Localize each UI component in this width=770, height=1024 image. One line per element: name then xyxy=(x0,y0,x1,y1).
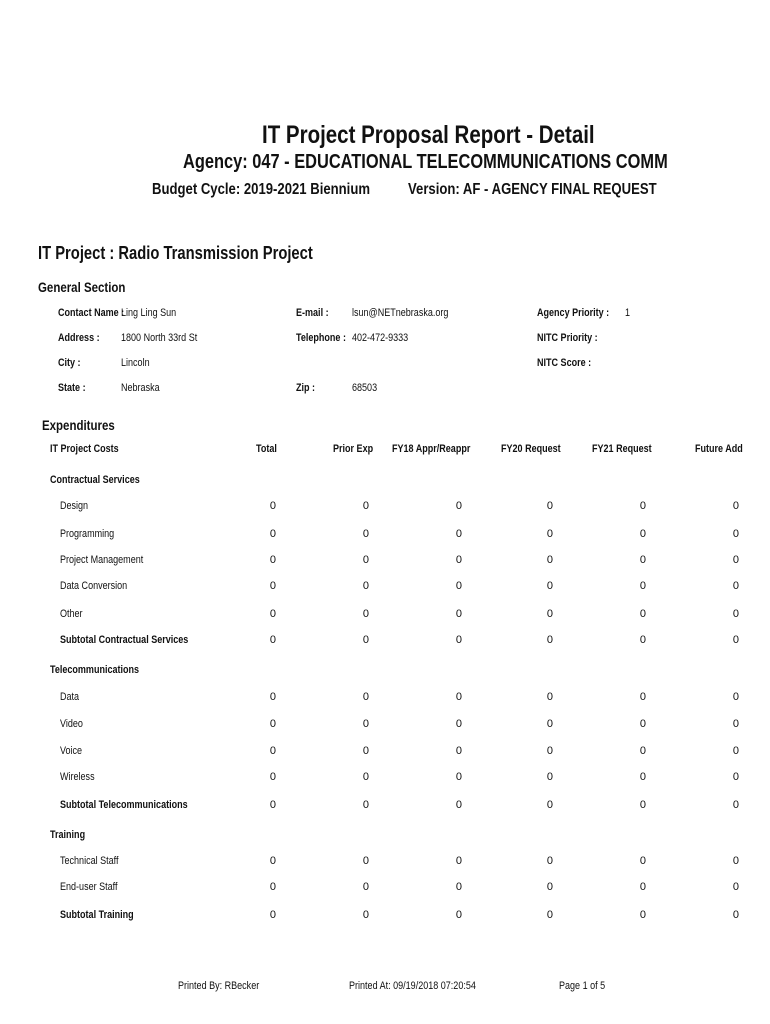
category-training: Training xyxy=(50,829,86,841)
nitc-score-label: NITC Score : xyxy=(537,357,592,369)
cell-fy20: 0 xyxy=(546,718,553,730)
city-value: Lincoln xyxy=(121,357,150,369)
zip-label: Zip : xyxy=(296,382,316,394)
cell-future-add: 0 xyxy=(732,580,739,592)
general-section-heading: General Section xyxy=(38,279,126,295)
row-label: Video xyxy=(60,718,83,730)
cell-prior-exp: 0 xyxy=(362,909,369,921)
cell-fy18: 0 xyxy=(455,718,462,730)
subtotal-label: Subtotal Contractual Services xyxy=(60,634,189,646)
row-label: Technical Staff xyxy=(60,855,119,867)
cell-future-add: 0 xyxy=(732,500,739,512)
cell-future-add: 0 xyxy=(732,608,739,620)
email-value: lsun@NETnebraska.org xyxy=(352,307,449,319)
row-label: Programming xyxy=(60,528,115,540)
cell-total: 0 xyxy=(269,528,276,540)
cell-fy21: 0 xyxy=(639,528,646,540)
subtotal-label: Subtotal Training xyxy=(60,909,134,921)
report-title: IT Project Proposal Report - Detail xyxy=(262,121,595,149)
cell-fy21: 0 xyxy=(639,580,646,592)
cell-total: 0 xyxy=(269,745,276,757)
cell-fy20: 0 xyxy=(546,881,553,893)
cell-fy21: 0 xyxy=(639,554,646,566)
cell-fy18: 0 xyxy=(455,909,462,921)
category-contractual-services: Contractual Services xyxy=(50,474,140,486)
address-label: Address : xyxy=(58,332,100,344)
category-telecommunications: Telecommunications xyxy=(50,664,140,676)
cell-prior-exp: 0 xyxy=(362,500,369,512)
cell-prior-exp: 0 xyxy=(362,771,369,783)
cell-prior-exp: 0 xyxy=(362,691,369,703)
cell-prior-exp: 0 xyxy=(362,799,369,811)
cell-fy20: 0 xyxy=(546,691,553,703)
cell-fy20: 0 xyxy=(546,500,553,512)
column-header-total: Total xyxy=(256,443,277,455)
cell-prior-exp: 0 xyxy=(362,528,369,540)
city-label: City : xyxy=(58,357,81,369)
cell-fy20: 0 xyxy=(546,608,553,620)
cell-total: 0 xyxy=(269,554,276,566)
cell-total: 0 xyxy=(269,855,276,867)
agency-priority-label: Agency Priority : xyxy=(537,307,610,319)
cell-fy21: 0 xyxy=(639,771,646,783)
page-number: Page 1 of 5 xyxy=(559,980,606,992)
cell-fy18: 0 xyxy=(455,554,462,566)
cell-total: 0 xyxy=(269,608,276,620)
state-value: Nebraska xyxy=(121,382,160,394)
expenditures-heading: Expenditures xyxy=(42,417,115,433)
cell-total: 0 xyxy=(269,580,276,592)
cell-fy21: 0 xyxy=(639,718,646,730)
cell-future-add: 0 xyxy=(732,745,739,757)
cell-fy21: 0 xyxy=(639,799,646,811)
column-header-fy20: FY20 Request xyxy=(501,443,561,455)
subtotal-label: Subtotal Telecommunications xyxy=(60,799,188,811)
cell-fy18: 0 xyxy=(455,580,462,592)
version: Version: AF - AGENCY FINAL REQUEST xyxy=(408,181,657,198)
row-label: Other xyxy=(60,608,83,620)
contact-label: Contact Name : xyxy=(58,307,125,319)
printed-by: Printed By: RBecker xyxy=(178,980,260,992)
agency-line: Agency: 047 - EDUCATIONAL TELECOMMUNICATIONS COMM xyxy=(183,151,668,173)
row-label: Data Conversion xyxy=(60,580,128,592)
cell-fy18: 0 xyxy=(455,634,462,646)
cell-total: 0 xyxy=(269,500,276,512)
cell-prior-exp: 0 xyxy=(362,580,369,592)
cell-total: 0 xyxy=(269,691,276,703)
cell-future-add: 0 xyxy=(732,528,739,540)
telephone-label: Telephone : xyxy=(296,332,346,344)
column-header-future-add: Future Add xyxy=(695,443,743,455)
zip-value: 68503 xyxy=(352,382,378,394)
cell-total: 0 xyxy=(269,909,276,921)
cell-future-add: 0 xyxy=(732,771,739,783)
cell-fy21: 0 xyxy=(639,691,646,703)
cell-fy20: 0 xyxy=(546,909,553,921)
cell-fy20: 0 xyxy=(546,528,553,540)
cell-fy20: 0 xyxy=(546,554,553,566)
column-header-fy18: FY18 Appr/Reappr xyxy=(392,443,471,455)
cell-fy20: 0 xyxy=(546,634,553,646)
cell-prior-exp: 0 xyxy=(362,634,369,646)
cell-fy18: 0 xyxy=(455,881,462,893)
row-label: Voice xyxy=(60,745,83,757)
cell-prior-exp: 0 xyxy=(362,855,369,867)
state-label: State : xyxy=(58,382,86,394)
cell-future-add: 0 xyxy=(732,634,739,646)
cell-future-add: 0 xyxy=(732,799,739,811)
cell-fy21: 0 xyxy=(639,855,646,867)
telephone-value: 402-472-9333 xyxy=(352,332,409,344)
cell-future-add: 0 xyxy=(732,554,739,566)
cell-fy18: 0 xyxy=(455,855,462,867)
cell-prior-exp: 0 xyxy=(362,718,369,730)
cell-fy20: 0 xyxy=(546,745,553,757)
cell-prior-exp: 0 xyxy=(362,608,369,620)
cell-fy18: 0 xyxy=(455,691,462,703)
cell-fy21: 0 xyxy=(639,500,646,512)
row-label: Data xyxy=(60,691,80,703)
cell-fy20: 0 xyxy=(546,799,553,811)
cell-fy21: 0 xyxy=(639,881,646,893)
cell-future-add: 0 xyxy=(732,881,739,893)
cell-fy18: 0 xyxy=(455,608,462,620)
nitc-priority-label: NITC Priority : xyxy=(537,332,598,344)
column-header-prior-exp: Prior Exp xyxy=(333,443,374,455)
row-label: Wireless xyxy=(60,771,95,783)
cell-total: 0 xyxy=(269,799,276,811)
row-label: Project Management xyxy=(60,554,144,566)
cell-total: 0 xyxy=(269,771,276,783)
contact-value: Ling Ling Sun xyxy=(121,307,177,319)
cell-fy18: 0 xyxy=(455,500,462,512)
column-header-fy21: FY21 Request xyxy=(592,443,652,455)
project-title: IT Project : Radio Transmission Project xyxy=(38,243,313,263)
column-header-it-project-costs: IT Project Costs xyxy=(50,443,119,455)
cell-fy18: 0 xyxy=(455,771,462,783)
cell-total: 0 xyxy=(269,718,276,730)
row-label: End-user Staff xyxy=(60,881,118,893)
cell-fy21: 0 xyxy=(639,608,646,620)
cell-fy20: 0 xyxy=(546,855,553,867)
budget-cycle: Budget Cycle: 2019-2021 Biennium xyxy=(152,181,371,198)
cell-fy18: 0 xyxy=(455,745,462,757)
agency-priority-value: 1 xyxy=(625,307,631,319)
cell-future-add: 0 xyxy=(732,691,739,703)
cell-future-add: 0 xyxy=(732,855,739,867)
cell-fy20: 0 xyxy=(546,580,553,592)
cell-total: 0 xyxy=(269,634,276,646)
cell-fy21: 0 xyxy=(639,745,646,757)
cell-future-add: 0 xyxy=(732,718,739,730)
address-value: 1800 North 33rd St xyxy=(121,332,198,344)
cell-future-add: 0 xyxy=(732,909,739,921)
cell-prior-exp: 0 xyxy=(362,745,369,757)
cell-prior-exp: 0 xyxy=(362,881,369,893)
cell-fy18: 0 xyxy=(455,799,462,811)
cell-fy18: 0 xyxy=(455,528,462,540)
cell-fy21: 0 xyxy=(639,634,646,646)
row-label: Design xyxy=(60,500,89,512)
cell-prior-exp: 0 xyxy=(362,554,369,566)
email-label: E-mail : xyxy=(296,307,329,319)
cell-fy20: 0 xyxy=(546,771,553,783)
cell-total: 0 xyxy=(269,881,276,893)
printed-at: Printed At: 09/19/2018 07:20:54 xyxy=(349,980,476,992)
cell-fy21: 0 xyxy=(639,909,646,921)
